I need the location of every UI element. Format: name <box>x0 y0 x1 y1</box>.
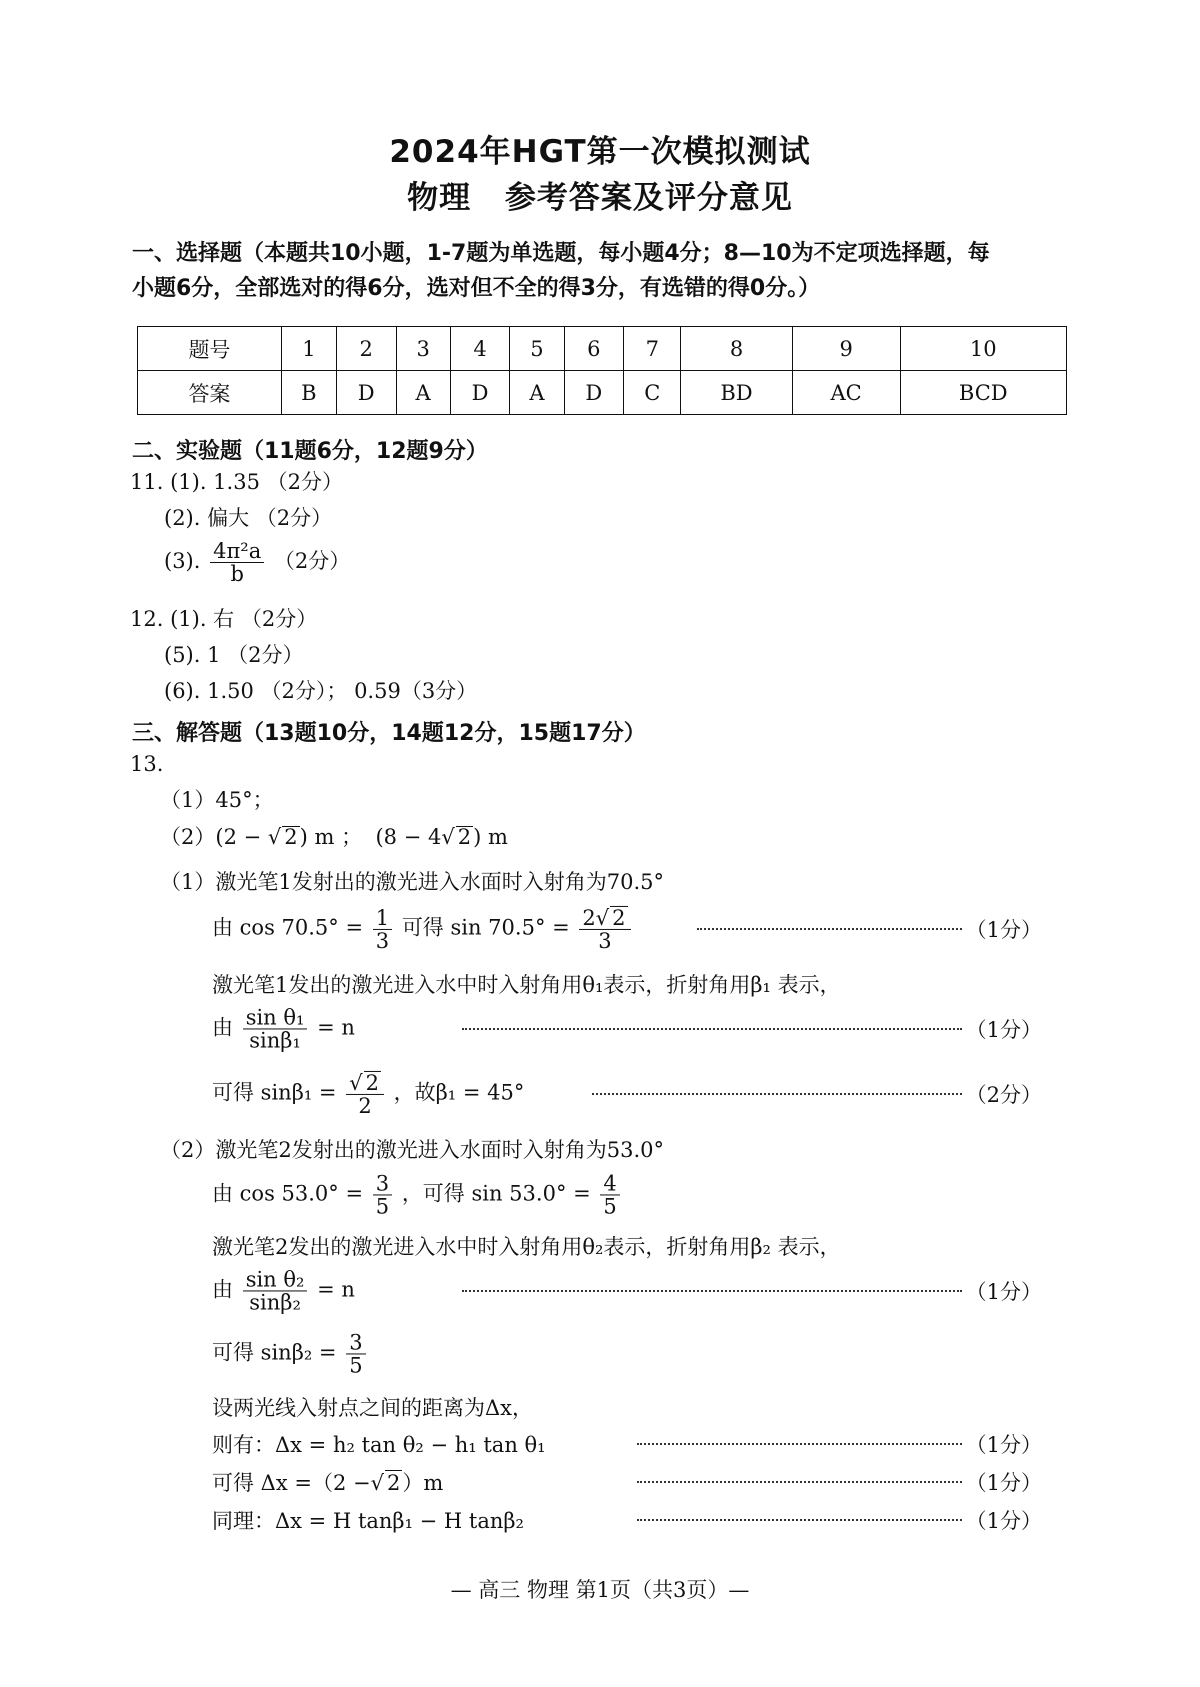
radicand: 2 <box>284 825 298 849</box>
answer2-expr-end: ) m ； <box>299 825 363 849</box>
dot-leader <box>637 1443 962 1445</box>
part1-step2: 激光笔1发出的激光进入水中时入射角用θ₁表示，折射角用β₁ 表示， <box>212 973 841 997</box>
formula-text: ，可得 sin 53.0° = <box>401 1181 591 1206</box>
formula-text: 由 <box>212 1277 233 1302</box>
fraction <box>243 1006 308 1051</box>
table-cell: 6 <box>564 327 624 371</box>
section1-line1: 一、选择题（本题共10小题，1-7题为单选题，每小题4分；8—10为不定项选择题，每 <box>132 241 990 266</box>
q11-part2: (2). 偏大 （2分） <box>164 506 333 530</box>
dot-leader <box>637 1519 962 1521</box>
radicand: 2 <box>457 825 472 849</box>
q11-part3-fraction <box>210 540 264 585</box>
fraction <box>373 906 392 951</box>
page-footer: — 高三 物理 第1页（共3页）— <box>450 1578 750 1602</box>
answer2b-expr-end: ) m <box>473 825 508 849</box>
fraction-numerator: √ 2 <box>346 1071 384 1095</box>
q12-part1: 12. (1). 右 （2分） <box>130 607 318 631</box>
q11-part3-points: （2分） <box>273 549 351 574</box>
formula-text: 由 cos 53.0° = <box>212 1181 364 1206</box>
step-text <box>212 906 634 952</box>
table-cell: A <box>396 371 450 415</box>
coefficient: 2 <box>582 905 596 930</box>
table-row-answers <box>138 371 1067 415</box>
part2-step6 <box>212 1424 1042 1464</box>
score-points: （1分） <box>965 1280 1042 1304</box>
fraction-numerator: 4 <box>600 1172 619 1195</box>
step-text: 同理：Δx = H tanβ₁ − H tanβ₂ <box>212 1509 524 1533</box>
part2-step7 <box>212 1462 1042 1502</box>
section2-heading: 二、实验题（11题6分，12题9分） <box>132 439 488 464</box>
table-cell: 5 <box>510 327 564 371</box>
fraction-denominator: 5 <box>349 1353 363 1378</box>
table-cell: 3 <box>396 327 450 371</box>
dot-leader <box>637 1481 962 1483</box>
fraction-denominator: 5 <box>603 1194 617 1219</box>
formula-text: ，故β₁ = 45° <box>393 1080 525 1105</box>
table-cell: C <box>624 371 681 415</box>
fraction-numerator: 1 <box>373 906 392 929</box>
table-cell: 9 <box>792 327 900 371</box>
q13-answer1: （1）45°； <box>160 788 274 812</box>
part1-step3 <box>212 1002 1042 1056</box>
radicand: 2 <box>386 1471 401 1495</box>
document-title: 2024年HGT第一次模拟测试 <box>389 134 811 170</box>
radicand: 2 <box>365 1070 379 1095</box>
fraction-denominator: b <box>230 562 244 587</box>
q11-part3-label: (3). <box>164 549 201 574</box>
score-points: （1分） <box>965 1509 1042 1533</box>
dot-leader <box>462 1290 962 1292</box>
table-row-numbers <box>138 327 1067 371</box>
fraction <box>243 1268 308 1313</box>
fraction <box>346 1071 384 1117</box>
fraction-numerator: 3 <box>346 1331 365 1354</box>
dot-leader <box>592 1093 962 1095</box>
part1-step4 <box>212 1066 1042 1122</box>
table-cell: D <box>450 371 510 415</box>
formula-text: 由 <box>212 1015 233 1040</box>
table-header-question: 题号 <box>138 327 282 371</box>
step-text <box>212 1071 524 1117</box>
fraction-denominator: 3 <box>375 928 390 953</box>
formula-text: 由 cos 70.5° = <box>212 915 364 940</box>
table-header-answer: 答案 <box>138 371 282 415</box>
formula-text: ）m <box>402 1471 444 1495</box>
section3-heading: 三、解答题（13题10分，14题12分，15题17分） <box>132 721 646 746</box>
fraction-numerator: 3 <box>373 1172 392 1195</box>
q13-label: 13. <box>130 752 164 776</box>
table-cell: 4 <box>450 327 510 371</box>
step-text: 则有：Δx = h₂ tan θ₂ − h₁ tan θ₁ <box>212 1433 546 1457</box>
formula-text: = n <box>317 1015 355 1040</box>
fraction-denominator: sinβ₁ <box>249 1028 301 1053</box>
score-points: （1分） <box>965 1471 1042 1495</box>
formula-text: 可得 sin 70.5° = <box>401 915 570 940</box>
fraction-numerator: 4π²a <box>210 540 264 563</box>
part2-step3 <box>212 1264 1042 1318</box>
q11-part1: 11. (1). 1.35 （2分） <box>130 470 343 494</box>
q12-part5: (5). 1 （2分） <box>164 643 304 667</box>
answer-table <box>137 326 1067 415</box>
fraction-numerator: sin θ₁ <box>243 1006 308 1029</box>
table-cell: AC <box>792 371 900 415</box>
table-cell: A <box>510 371 564 415</box>
score-points: （1分） <box>965 1018 1042 1042</box>
table-cell: 7 <box>624 327 681 371</box>
step-text <box>212 1006 355 1051</box>
score-points: （2分） <box>965 1083 1042 1107</box>
fraction <box>600 1172 619 1217</box>
answer2-prefix: （2） <box>160 825 216 849</box>
table-cell: BCD <box>900 371 1066 415</box>
formula-text: 可得 sinβ₂ = <box>212 1340 337 1365</box>
section1-line2: 小题6分，全部选对的得6分，选对但不全的得3分，有选错的得0分。） <box>132 276 821 301</box>
part1-heading: （1）激光笔1发射出的激光进入水面时入射角为70.5° <box>160 870 664 894</box>
fraction-denominator: 3 <box>598 929 612 953</box>
step-text: 可得 Δx =（2 −√ 2）m <box>212 1471 444 1495</box>
fraction <box>579 906 630 952</box>
part2-step2: 激光笔2发出的激光进入水中时入射角用θ₂表示，折射角用β₂ 表示， <box>212 1235 841 1259</box>
table-cell: D <box>564 371 624 415</box>
dot-leader <box>462 1028 962 1030</box>
part2-step8 <box>212 1500 1042 1540</box>
fraction-numerator: sin θ₂ <box>243 1268 308 1291</box>
answer2-expr-start: (2 − <box>215 825 268 849</box>
table-cell: D <box>336 371 396 415</box>
fraction <box>346 1331 365 1376</box>
formula-text: = n <box>317 1277 355 1302</box>
part2-step1 <box>212 1168 1042 1222</box>
table-cell: 10 <box>900 327 1066 371</box>
q13-answer2: （2）(2 − √ 2) m ； (8 − 4√ 2) m <box>160 825 508 849</box>
radicand: 2 <box>612 905 626 930</box>
table-cell: 1 <box>281 327 336 371</box>
answer2b-expr-start: (8 − 4 <box>375 825 442 849</box>
fraction-denominator: 5 <box>375 1194 390 1219</box>
fraction-numerator: 2√ 2 <box>579 906 630 930</box>
fraction-denominator: 2 <box>358 1094 372 1118</box>
step-text <box>212 1331 369 1376</box>
score-points: （1分） <box>965 1433 1042 1457</box>
formula-text: 可得 sinβ₁ = <box>212 1080 337 1105</box>
part1-step1 <box>212 902 1042 956</box>
fraction-denominator: sinβ₂ <box>249 1290 301 1315</box>
table-cell: BD <box>681 371 792 415</box>
fraction <box>373 1172 392 1217</box>
document-subtitle: 物理 参考答案及评分意见 <box>407 180 793 216</box>
table-cell: 2 <box>336 327 396 371</box>
q11-part3 <box>164 540 350 585</box>
q12-part6: (6). 1.50 （2分）； 0.59（3分） <box>164 679 478 703</box>
score-points: （1分） <box>965 918 1042 942</box>
part2-step5: 设两光线入射点之间的距离为Δx， <box>212 1396 534 1420</box>
step-text <box>212 1172 623 1217</box>
table-cell: 8 <box>681 327 792 371</box>
part2-heading: （2）激光笔2发射出的激光进入水面时入射角为53.0° <box>160 1138 664 1162</box>
table-cell: B <box>281 371 336 415</box>
part2-step4 <box>212 1326 1042 1382</box>
dot-leader <box>697 928 962 930</box>
step-text <box>212 1268 355 1313</box>
formula-text: 可得 Δx =（2 − <box>212 1471 371 1495</box>
